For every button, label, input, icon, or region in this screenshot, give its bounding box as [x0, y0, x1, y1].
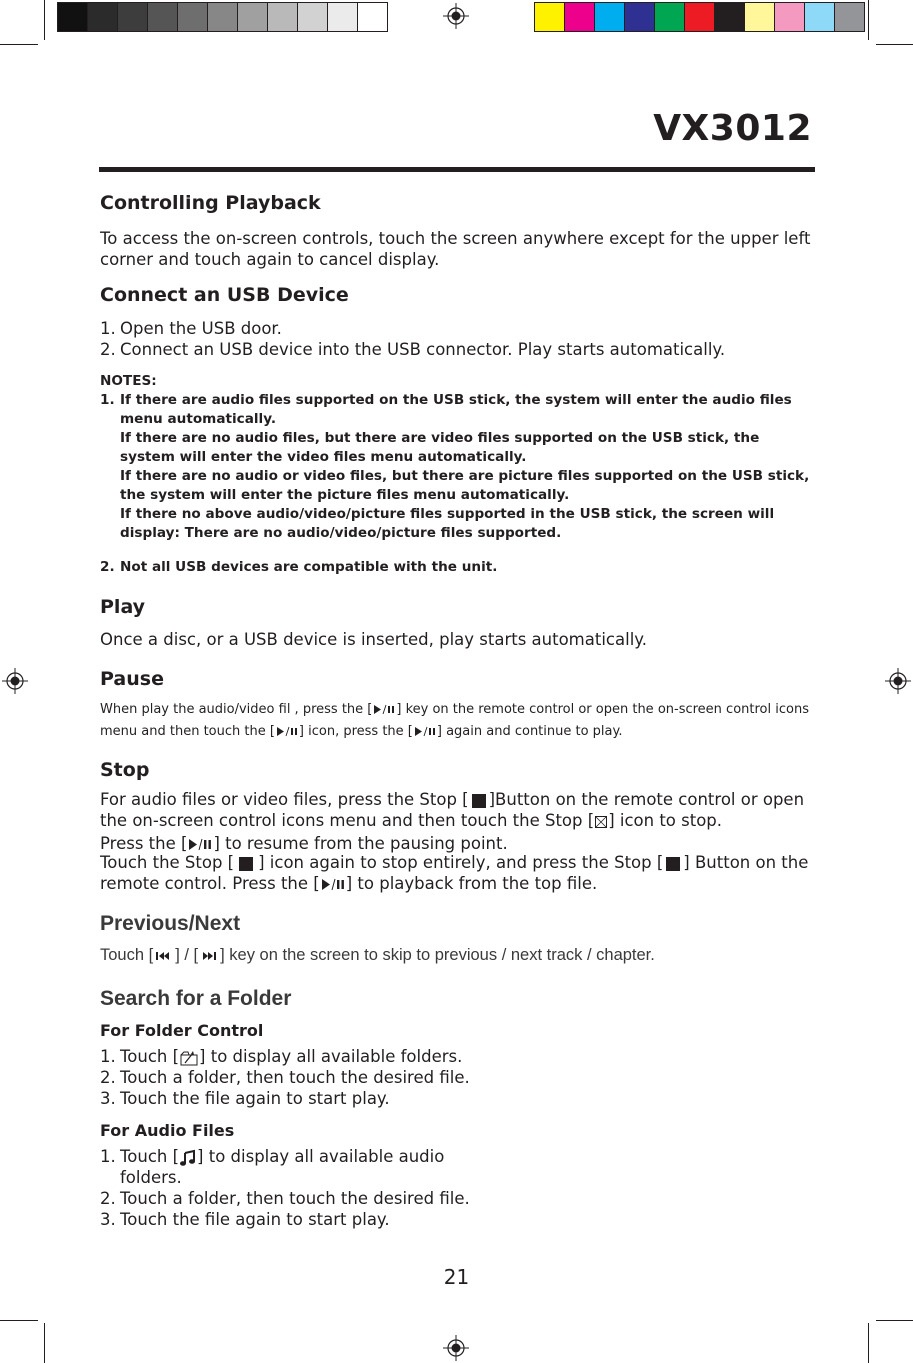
step-number: 3. — [100, 1210, 116, 1229]
notes-label: NOTES: — [100, 373, 157, 389]
skip-previous-icon — [153, 950, 175, 962]
play-pause-icon — [187, 838, 213, 851]
skip-next-icon — [198, 950, 220, 962]
step-text: ] to display all available folders. — [199, 1047, 463, 1066]
process-color-bar — [534, 2, 865, 32]
note-1 — [100, 391, 815, 543]
stop-icon — [469, 794, 489, 808]
crop-mark — [0, 1320, 38, 1321]
list-item — [100, 339, 815, 360]
section-title-previous-next: Previous/Next — [100, 912, 241, 935]
color-swatch — [297, 3, 327, 31]
note-line: If there are no audio or video files, but there are picture files supported on the USB stick, the system will enter the picture files menu automatically. — [120, 468, 810, 503]
note-2 — [100, 558, 815, 577]
pause-text — [100, 699, 815, 743]
step-text: Touch the file again to start play. — [120, 1210, 390, 1229]
stop-text-part: ]Button on the remote control or open the on-screen control icons menu and then touch the Stop [ — [100, 790, 805, 830]
controlling-playback-text: To access the on-screen controls, touch the screen anywhere except for the upper left corner and touch again to cancel display. — [100, 229, 811, 269]
play-pause-icon — [413, 726, 437, 737]
crop-mark — [876, 1320, 913, 1321]
prevnext-text-part: ] / [ — [175, 946, 199, 964]
folder-icon — [179, 1049, 199, 1067]
step-text: Touch a folder, then touch the desired file. — [120, 1068, 470, 1087]
stop-icon — [663, 857, 683, 871]
color-swatch — [357, 3, 387, 31]
section-title-stop: Stop — [100, 759, 150, 781]
pause-text-part: ] key on the remote control or open the on-screen control icons menu and then touch the [ — [100, 702, 809, 739]
play-text: Once a disc, or a USB device is inserted, play starts automatically. — [100, 630, 647, 649]
note-line: If there no above audio/video/picture files supported in the USB stick, the screen will display: There are no audio/video/picture files supported. — [120, 506, 775, 541]
crop-mark — [868, 1323, 869, 1363]
color-swatch — [327, 3, 357, 31]
play-pause-icon — [320, 878, 346, 891]
subsection-title-audio-files: For Audio Files — [100, 1121, 235, 1140]
color-swatch — [624, 3, 654, 31]
stop-text-part: Touch the Stop [ — [100, 853, 235, 872]
subsection-title-folder-control: For Folder Control — [100, 1021, 264, 1040]
prevnext-text-part: ] key on the screen to skip to previous / next track / chapter. — [220, 946, 655, 964]
color-swatch — [804, 3, 834, 31]
list-item — [100, 1046, 815, 1067]
color-swatch — [594, 3, 624, 31]
crop-mark — [44, 1323, 45, 1363]
registration-mark-icon — [443, 3, 469, 29]
color-swatch — [237, 3, 267, 31]
pause-text-part: ] again and continue to play. — [436, 724, 623, 739]
section-title-search-folder: Search for a Folder — [100, 987, 292, 1010]
section-title-connect-usb: Connect an USB Device — [100, 284, 349, 306]
color-swatch — [714, 3, 744, 31]
list-item — [100, 1188, 815, 1209]
note-number: 2. — [100, 559, 115, 575]
list-item — [100, 1209, 815, 1230]
step-text: Connect an USB device into the USB connector. Play starts automatically. — [120, 340, 726, 359]
stop-text-part: Press the [ — [100, 834, 188, 853]
section-title-pause: Pause — [100, 668, 164, 690]
previous-next-text — [100, 946, 815, 965]
step-number: 2. — [100, 1068, 116, 1087]
color-swatch — [535, 3, 564, 31]
pause-text-part: ] icon, press the [ — [298, 724, 413, 739]
play-pause-icon — [275, 726, 299, 737]
step-text: Touch [ — [120, 1047, 180, 1066]
step-text: ] to display all available audio folders. — [120, 1147, 445, 1187]
stop-icon — [594, 815, 608, 829]
step-number: 1. — [100, 1047, 116, 1066]
registration-mark-icon — [443, 1335, 469, 1361]
stop-text-part: ] icon to stop. — [608, 811, 723, 830]
color-swatch — [58, 3, 87, 31]
list-item — [100, 318, 815, 339]
crop-mark — [876, 44, 913, 45]
stop-resume-text — [100, 833, 815, 854]
step-number: 2. — [100, 340, 116, 359]
step-number: 1. — [100, 1147, 116, 1166]
stop-text-part: ] to resume from the pausing point. — [213, 834, 508, 853]
color-swatch — [834, 3, 864, 31]
note-text: Not all USB devices are compatible with the unit. — [120, 559, 498, 575]
stop-text-part: ] Button on the remote control. Press the [ — [100, 853, 809, 893]
stop-entirely-text — [100, 852, 815, 894]
step-number: 1. — [100, 319, 116, 338]
music-note-icon — [179, 1149, 197, 1167]
color-swatch — [684, 3, 714, 31]
registration-mark-icon — [885, 668, 911, 694]
step-text: Open the USB door. — [120, 319, 282, 338]
stop-text-part: ] icon again to stop entirely, and press the Stop [ — [258, 853, 664, 872]
section-title-controlling-playback: Controlling Playback — [100, 192, 321, 214]
color-swatch — [267, 3, 297, 31]
play-pause-icon — [372, 704, 396, 715]
crop-mark — [44, 0, 45, 40]
registration-mark-icon — [2, 668, 28, 694]
color-swatch — [177, 3, 207, 31]
folder-control-steps — [100, 1046, 815, 1109]
stop-text-part: For audio files or video files, press the Stop [ — [100, 790, 469, 809]
step-text: Touch the file again to start play. — [120, 1089, 390, 1108]
color-swatch — [147, 3, 177, 31]
audio-files-steps — [100, 1146, 815, 1230]
step-text: Touch [ — [120, 1147, 180, 1166]
step-number: 2. — [100, 1189, 116, 1208]
color-swatch — [744, 3, 774, 31]
stop-icon — [234, 857, 258, 871]
color-swatch — [117, 3, 147, 31]
prevnext-text-part: Touch [ — [100, 946, 154, 964]
step-number: 3. — [100, 1089, 116, 1108]
color-swatch — [564, 3, 594, 31]
section-title-play: Play — [100, 596, 146, 618]
note-line: If there are audio files supported on the USB stick, the system will enter the audio files menu automatically. — [120, 392, 792, 427]
pause-text-part: When play the audio/video fil , press the [ — [100, 702, 373, 717]
list-item — [100, 1067, 815, 1088]
crop-mark — [868, 0, 869, 40]
page-number: 21 — [443, 1265, 470, 1289]
note-line: If there are no audio files, but there are video files supported on the USB stick, the system will enter the video files menu automatically. — [120, 430, 760, 465]
model-number: VX3012 — [653, 108, 812, 149]
step-text: Touch a folder, then touch the desired file. — [120, 1189, 470, 1208]
stop-text — [100, 789, 815, 831]
header-rule — [99, 167, 815, 172]
list-item — [100, 1088, 815, 1109]
note-number: 1. — [100, 392, 115, 408]
stop-text-part: ] to playback from the top file. — [345, 874, 598, 893]
color-swatch — [774, 3, 804, 31]
list-item — [100, 1146, 815, 1188]
color-swatch — [207, 3, 237, 31]
crop-mark — [0, 44, 38, 45]
color-swatch — [654, 3, 684, 31]
connect-usb-steps — [100, 318, 815, 360]
color-swatch — [87, 3, 117, 31]
gray-color-bar — [57, 2, 388, 32]
